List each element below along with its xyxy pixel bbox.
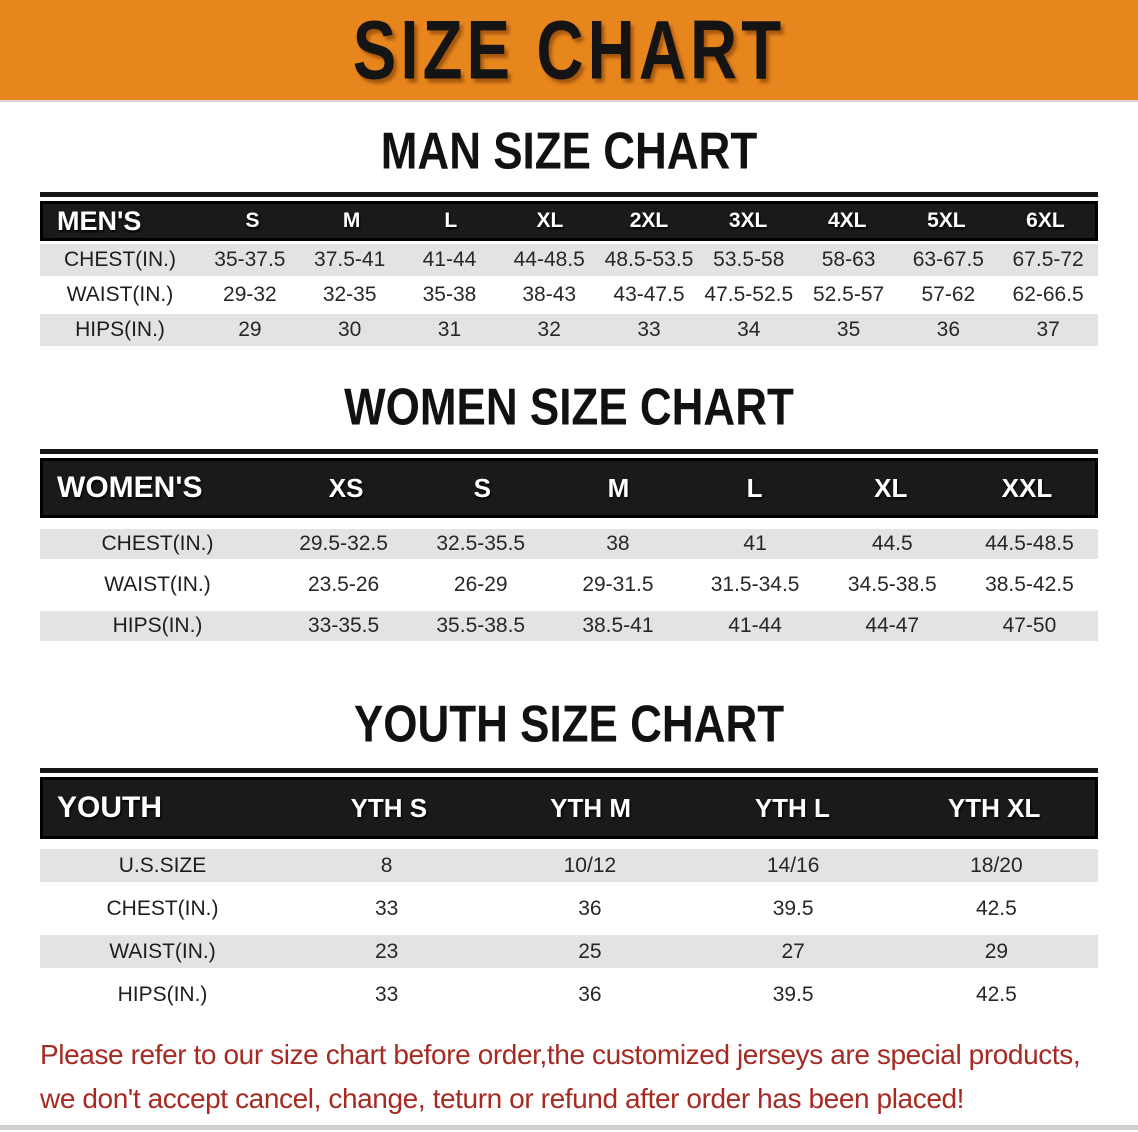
table-header-row xyxy=(40,777,1098,839)
column-header: S xyxy=(245,209,260,232)
table-cell: 29-32 xyxy=(223,283,277,306)
banner-title: SIZE CHART xyxy=(352,3,786,97)
table-cell: 18/20 xyxy=(970,853,1023,877)
table-row xyxy=(40,978,1098,1011)
row-label: HIPS(IN.) xyxy=(75,318,165,341)
table-cell: 41-44 xyxy=(422,248,477,271)
disclaimer-line-2: we don't accept cancel, change, teturn or refund after order has been placed! xyxy=(40,1083,965,1114)
table-cell: 38.5-42.5 xyxy=(985,573,1074,596)
table-header-label: YOUTH xyxy=(57,791,162,824)
table-top-border xyxy=(40,449,1098,454)
size-chart-body xyxy=(0,122,1138,1011)
table-header-row xyxy=(40,458,1098,518)
table-cell: 37.5-41 xyxy=(314,248,386,271)
table-cell: 37 xyxy=(1036,318,1060,341)
row-label: WAIST(IN.) xyxy=(109,939,216,963)
table-cell: 42.5 xyxy=(975,982,1017,1006)
table-cell: 33 xyxy=(374,896,399,920)
table-cell: 42.5 xyxy=(975,896,1017,920)
row-label: U.S.SIZE xyxy=(118,853,207,877)
table-cell: 27 xyxy=(781,939,805,963)
table-row xyxy=(40,611,1098,641)
table-cell: 44-47 xyxy=(865,614,920,637)
table-row xyxy=(40,279,1098,311)
table-row xyxy=(40,892,1098,925)
column-header: 2XL xyxy=(629,209,669,232)
table-cell: 47.5-52.5 xyxy=(704,283,794,306)
table-cell: 48.5-53.5 xyxy=(604,248,694,271)
table-top-border xyxy=(40,768,1098,773)
table-cell: 32.5-35.5 xyxy=(436,532,526,555)
table-header-label: WOMEN'S xyxy=(57,471,203,504)
table-row xyxy=(40,849,1098,882)
table-cell: 35 xyxy=(836,318,861,341)
section-men xyxy=(0,122,1138,346)
table-cell: 44.5-48.5 xyxy=(985,532,1074,555)
table-cell: 53.5-58 xyxy=(713,248,785,271)
column-header: 4XL xyxy=(827,209,867,232)
disclaimer-line-1: Please refer to our size chart before order,the customized jerseys are special products, xyxy=(40,1039,1081,1070)
table-cell: 25 xyxy=(578,939,602,963)
column-header: L xyxy=(444,209,458,232)
table-cell: 29.5-32.5 xyxy=(299,532,388,555)
table-cell: 10/12 xyxy=(563,853,617,877)
table-cell: 29 xyxy=(238,318,262,341)
column-header: YTH S xyxy=(350,792,428,823)
table-cell: 41 xyxy=(743,532,767,555)
table-cell: 33-35.5 xyxy=(307,614,380,637)
table-cell: 34.5-38.5 xyxy=(847,573,937,596)
row-label: HIPS(IN.) xyxy=(117,982,208,1006)
table-cell: 62-66.5 xyxy=(1012,283,1084,306)
table-cell: 34 xyxy=(737,318,761,341)
table-cell: 31 xyxy=(437,318,462,341)
column-header: L xyxy=(746,472,763,503)
table-cell: 36 xyxy=(578,896,602,920)
table-row xyxy=(40,935,1098,968)
table-row xyxy=(40,570,1098,600)
table-cell: 39.5 xyxy=(772,982,814,1006)
banner xyxy=(0,0,1138,102)
table-cell: 36 xyxy=(936,318,961,341)
table-row xyxy=(40,244,1098,276)
table-cell: 44.5 xyxy=(871,532,913,555)
column-header: 5XL xyxy=(927,209,966,232)
women-section-heading: WOMEN SIZE CHART xyxy=(344,378,794,437)
youth-section-heading: YOUTH SIZE CHART xyxy=(353,695,785,754)
row-label: HIPS(IN.) xyxy=(112,614,203,637)
table-cell: 29-31.5 xyxy=(582,573,654,596)
men-section-heading: MAN SIZE CHART xyxy=(380,122,758,181)
table-cell: 14/16 xyxy=(766,853,820,877)
table-cell: 33 xyxy=(637,318,661,341)
table-cell: 26-29 xyxy=(453,573,508,596)
table-cell: 35-37.5 xyxy=(214,248,286,271)
column-header: XS xyxy=(328,472,364,503)
table-row xyxy=(40,314,1098,346)
table-cell: 44-48.5 xyxy=(513,248,585,271)
table-cell: 43-47.5 xyxy=(613,283,685,306)
men-size-table xyxy=(40,192,1098,346)
column-header: XL xyxy=(536,209,564,232)
table-cell: 23.5-26 xyxy=(307,573,380,596)
table-row xyxy=(40,529,1098,559)
column-header: YTH XL xyxy=(947,792,1041,823)
row-label: WAIST(IN.) xyxy=(66,283,174,306)
table-cell: 33 xyxy=(374,982,399,1006)
disclaimer xyxy=(40,1033,1098,1121)
table-cell: 63-67.5 xyxy=(912,248,984,271)
table-header-row xyxy=(40,201,1098,241)
table-cell: 41-44 xyxy=(728,614,782,637)
youth-size-table xyxy=(40,768,1098,1011)
table-cell: 36 xyxy=(578,982,602,1006)
column-header: M xyxy=(342,209,361,232)
bottom-divider xyxy=(0,1125,1138,1130)
table-cell: 47-50 xyxy=(1002,614,1057,637)
column-header: YTH L xyxy=(754,792,830,823)
column-header: M xyxy=(607,472,630,503)
table-cell: 57-62 xyxy=(921,283,976,306)
section-women xyxy=(0,378,1138,641)
row-label: CHEST(IN.) xyxy=(64,248,176,271)
table-cell: 38.5-41 xyxy=(582,614,654,637)
column-header: XL xyxy=(874,472,908,503)
table-cell: 38-43 xyxy=(522,283,577,306)
women-size-table xyxy=(40,449,1098,641)
row-label: WAIST(IN.) xyxy=(104,573,211,596)
table-cell: 29 xyxy=(984,939,1009,963)
table-cell: 58-63 xyxy=(821,248,876,271)
table-cell: 23 xyxy=(374,939,399,963)
table-cell: 35-38 xyxy=(422,283,477,306)
table-top-border xyxy=(40,192,1098,197)
column-header: XXL xyxy=(1001,472,1053,503)
row-label: CHEST(IN.) xyxy=(106,896,219,920)
table-cell: 67.5-72 xyxy=(1012,248,1084,271)
table-cell: 31.5-34.5 xyxy=(710,573,800,596)
column-header: 3XL xyxy=(728,209,768,232)
table-header-label: MEN'S xyxy=(57,205,142,236)
table-cell: 39.5 xyxy=(772,896,814,920)
row-label: CHEST(IN.) xyxy=(101,532,214,555)
table-cell: 32 xyxy=(537,318,561,341)
table-cell: 35.5-38.5 xyxy=(436,614,526,637)
column-header: 6XL xyxy=(1026,209,1065,232)
table-cell: 30 xyxy=(337,318,362,341)
column-header: YTH M xyxy=(550,792,632,823)
table-cell: 32-35 xyxy=(322,283,377,306)
table-cell: 38 xyxy=(606,532,630,555)
table-cell: 52.5-57 xyxy=(812,283,885,306)
column-header: S xyxy=(473,472,491,503)
table-cell: 8 xyxy=(380,853,393,877)
section-youth xyxy=(0,695,1138,1011)
